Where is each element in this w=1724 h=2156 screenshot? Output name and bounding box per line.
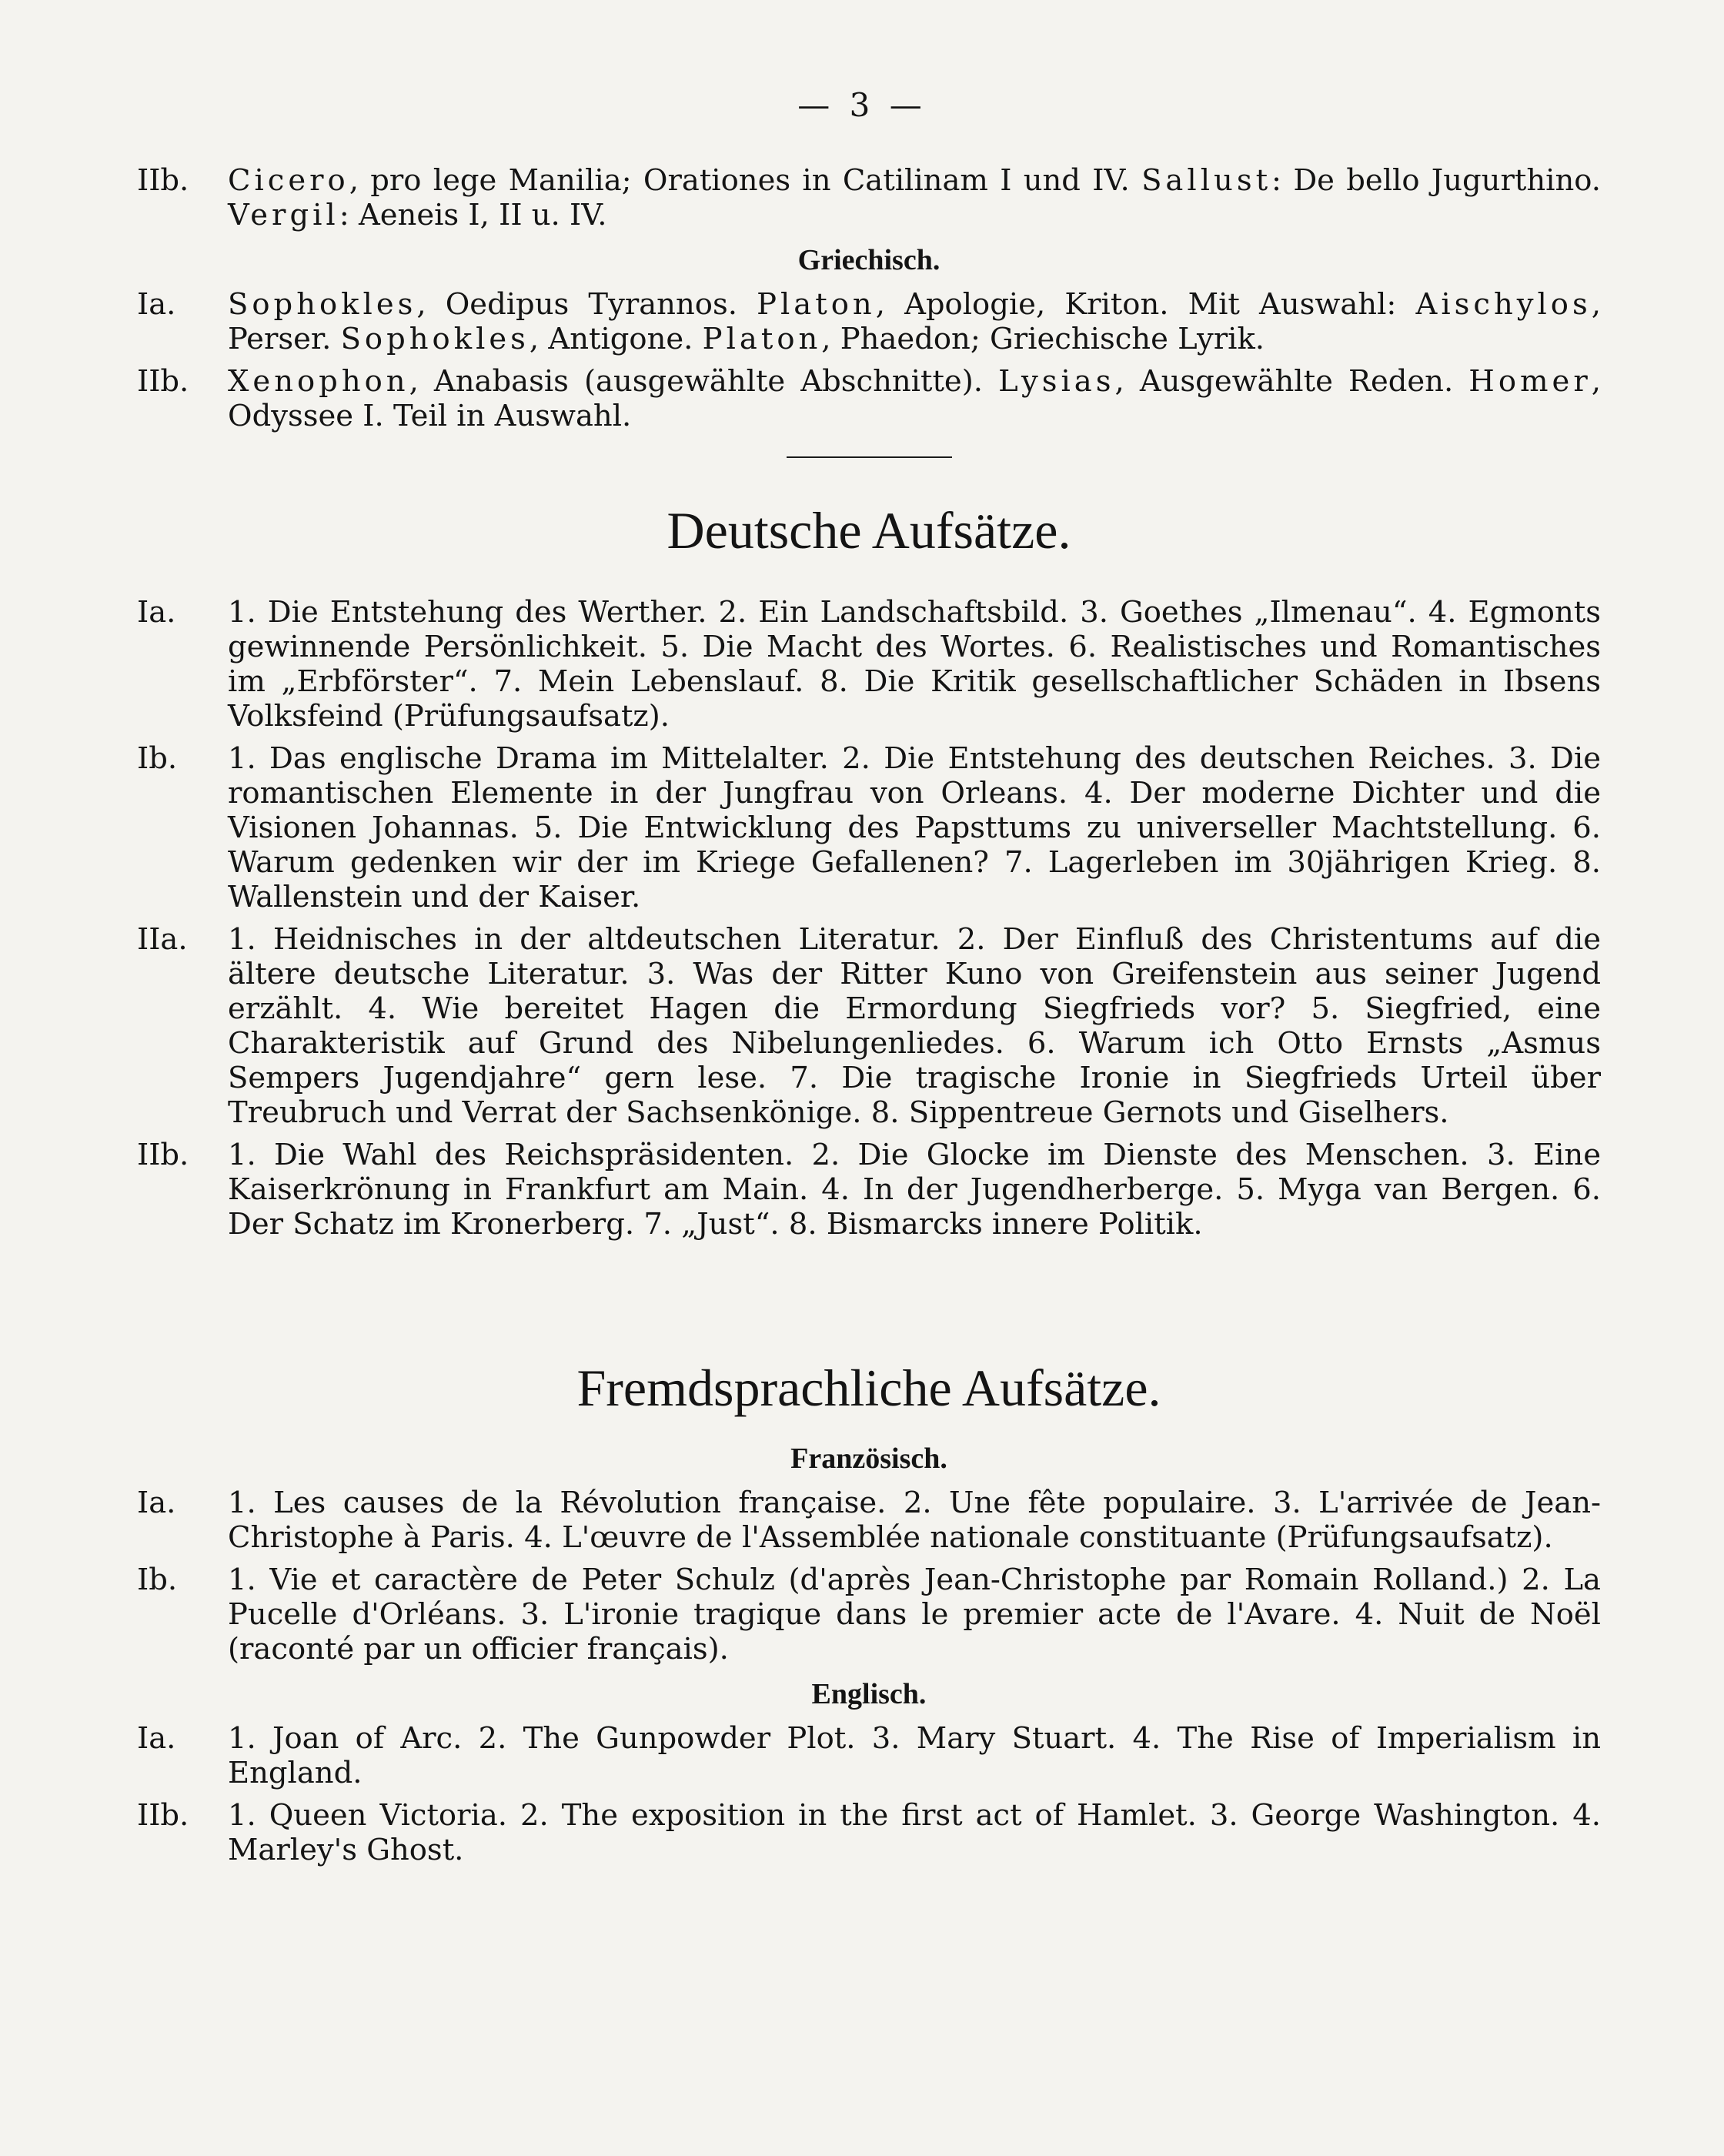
entry-text: 1. Heidnisches in der altdeutschen Literatur. 2. Der Einfluß des Christentums auf die ältere deutsche Literatur. 3. Was der Ritter Kuno von Greifenstein aus seiner Jugend erzählt. 4. Wie bereitet Hagen die Ermordung Siegfrieds vor? 5. Siegfried, eine Charakteristik auf Grund des Nibelungenliedes. 6. Warum ich Otto Ernsts „Asmus Sempers Jugendjahre“ gern lese. 7. Die tragische Ironie in Siegfrieds Urteil über Treubruch und Verrat der Sachsenkönige. 8. Sippentreue Gernots und Giselhers.	[228, 922, 1601, 1130]
page-number: — 3 —	[797, 86, 927, 124]
author-name: Sophokles	[228, 287, 417, 322]
entry-label: Ia.	[137, 595, 176, 630]
english-heading: Englisch.	[811, 1678, 927, 1710]
latin-entry-iib	[137, 163, 1601, 232]
entry-label: Ia.	[137, 1721, 176, 1756]
text-segment: , Antigone.	[529, 322, 703, 356]
author-name: Platon	[702, 322, 822, 356]
author-name: Sophokles	[340, 322, 530, 356]
entry-label: Ib.	[137, 1563, 178, 1597]
entry-label: Ia.	[137, 287, 176, 322]
entry-label: IIb.	[137, 364, 189, 399]
entry-label: IIb.	[137, 163, 189, 198]
text-segment: : De bello Jugurthino.	[1271, 163, 1601, 198]
entry-label: IIb.	[137, 1138, 189, 1172]
deutsche-entry-ib	[137, 741, 1601, 914]
page-content	[137, 163, 1601, 1875]
entry-text	[228, 163, 1601, 232]
entry-text	[228, 287, 1601, 356]
entry-text	[228, 364, 1601, 433]
english-entry-ia	[137, 1721, 1601, 1790]
text-segment: , Odyssee I. Teil in Auswahl.	[228, 364, 1601, 433]
entry-text: 1. Die Entstehung des Werther. 2. Ein Landschaftsbild. 3. Goethes „Ilmenau“. 4. Egmonts gewinnende Persönlichkeit. 5. Die Macht des Wortes. 6. Realistisches und Romantisches im „Erbförster“. 7. Mein Lebenslauf. 8. Die Kritik gesellschaftlicher Schäden in Ibsens Volksfeind (Prüfungsaufsatz).	[228, 595, 1601, 734]
author-name: Sallust	[1141, 163, 1272, 198]
deutsche-entry-iib	[137, 1138, 1601, 1242]
text-segment: , Perser.	[228, 287, 1601, 356]
entry-text: 1. Das englische Drama im Mittelalter. 2. Die Entstehung des deutschen Reiches. 3. Die romantischen Elemente in der Jungfrau von Orleans. 4. Der moderne Dichter und die Visionen Johannas. 5. Die Entwicklung des Papsttums zu universeller Machtstellung. 6. Warum gedenken wir der im Kriege Gefallenen? 7. Lagerleben im 30jährigen Krieg. 8. Wallenstein und der Kaiser.	[228, 741, 1601, 914]
author-name: Lysias	[998, 364, 1115, 399]
fremdsprachliche-aufsaetze-title: Fremdsprachliche Aufsätze.	[576, 1359, 1161, 1417]
author-name: Cicero	[228, 163, 349, 198]
entry-label: IIb.	[137, 1798, 189, 1833]
french-entry-ib	[137, 1563, 1601, 1666]
text-segment: , Ausgewählte Reden.	[1114, 364, 1469, 399]
entry-text: 1. Vie et caractère de Peter Schulz (d'après Jean-Christophe par Romain Rolland.) 2. La Pucelle d'Orléans. 3. L'ironie tragique dans le premier acte de l'Avare. 4. Nuit de Noël (raconté par un officier français).	[228, 1563, 1601, 1666]
text-segment: , Oedipus Tyrannos.	[416, 287, 757, 322]
author-name: Xenophon	[228, 364, 409, 399]
section-divider	[787, 456, 952, 458]
author-name: Homer	[1468, 364, 1592, 399]
french-heading: Französisch.	[790, 1442, 947, 1475]
text-segment: , Apologie, Kriton. Mit Auswahl:	[875, 287, 1416, 322]
author-name: Aischylos	[1415, 287, 1592, 322]
deutsche-aufsaetze-title: Deutsche Aufsätze.	[667, 501, 1071, 560]
text-segment: , pro lege Manilia; Orationes in Catilinam I und IV.	[349, 163, 1142, 198]
entry-text: 1. Les causes de la Révolution française. 2. Une fête populaire. 3. L'arrivée de Jean-Christophe à Paris. 4. L'œuvre de l'Assemblée nationale constituante (Prüfungsaufsatz).	[228, 1486, 1601, 1555]
entry-label: Ib.	[137, 741, 178, 776]
entry-label: IIa.	[137, 922, 188, 957]
text-segment: , Phaedon; Griechische Lyrik.	[821, 322, 1265, 356]
entry-text: 1. Queen Victoria. 2. The exposition in the first act of Hamlet. 3. George Washington. 4. Marley's Ghost.	[228, 1798, 1601, 1867]
entry-text: 1. Die Wahl des Reichspräsidenten. 2. Die Glocke im Dienste des Menschen. 3. Eine Kaiserkrönung in Frankfurt am Main. 4. In der Jugendherberge. 5. Myga van Bergen. 6. Der Schatz im Kronerberg. 7. „Just“. 8. Bismarcks innere Politik.	[228, 1138, 1601, 1242]
entry-label: Ia.	[137, 1486, 176, 1520]
greek-entry-iib	[137, 364, 1601, 433]
greek-heading: Griechisch.	[797, 244, 941, 276]
author-name: Vergil	[228, 198, 339, 232]
author-name: Platon	[757, 287, 876, 322]
french-entry-ia	[137, 1486, 1601, 1555]
deutsche-entry-ia	[137, 595, 1601, 734]
english-entry-iib	[137, 1798, 1601, 1867]
entry-text: 1. Joan of Arc. 2. The Gunpowder Plot. 3. Mary Stuart. 4. The Rise of Imperialism in England.	[228, 1721, 1601, 1790]
greek-entry-ia	[137, 287, 1601, 356]
deutsche-entry-iia	[137, 922, 1601, 1130]
text-segment: : Aeneis I, II u. IV.	[339, 198, 607, 232]
text-segment: , Anabasis (ausgewählte Abschnitte).	[409, 364, 999, 399]
